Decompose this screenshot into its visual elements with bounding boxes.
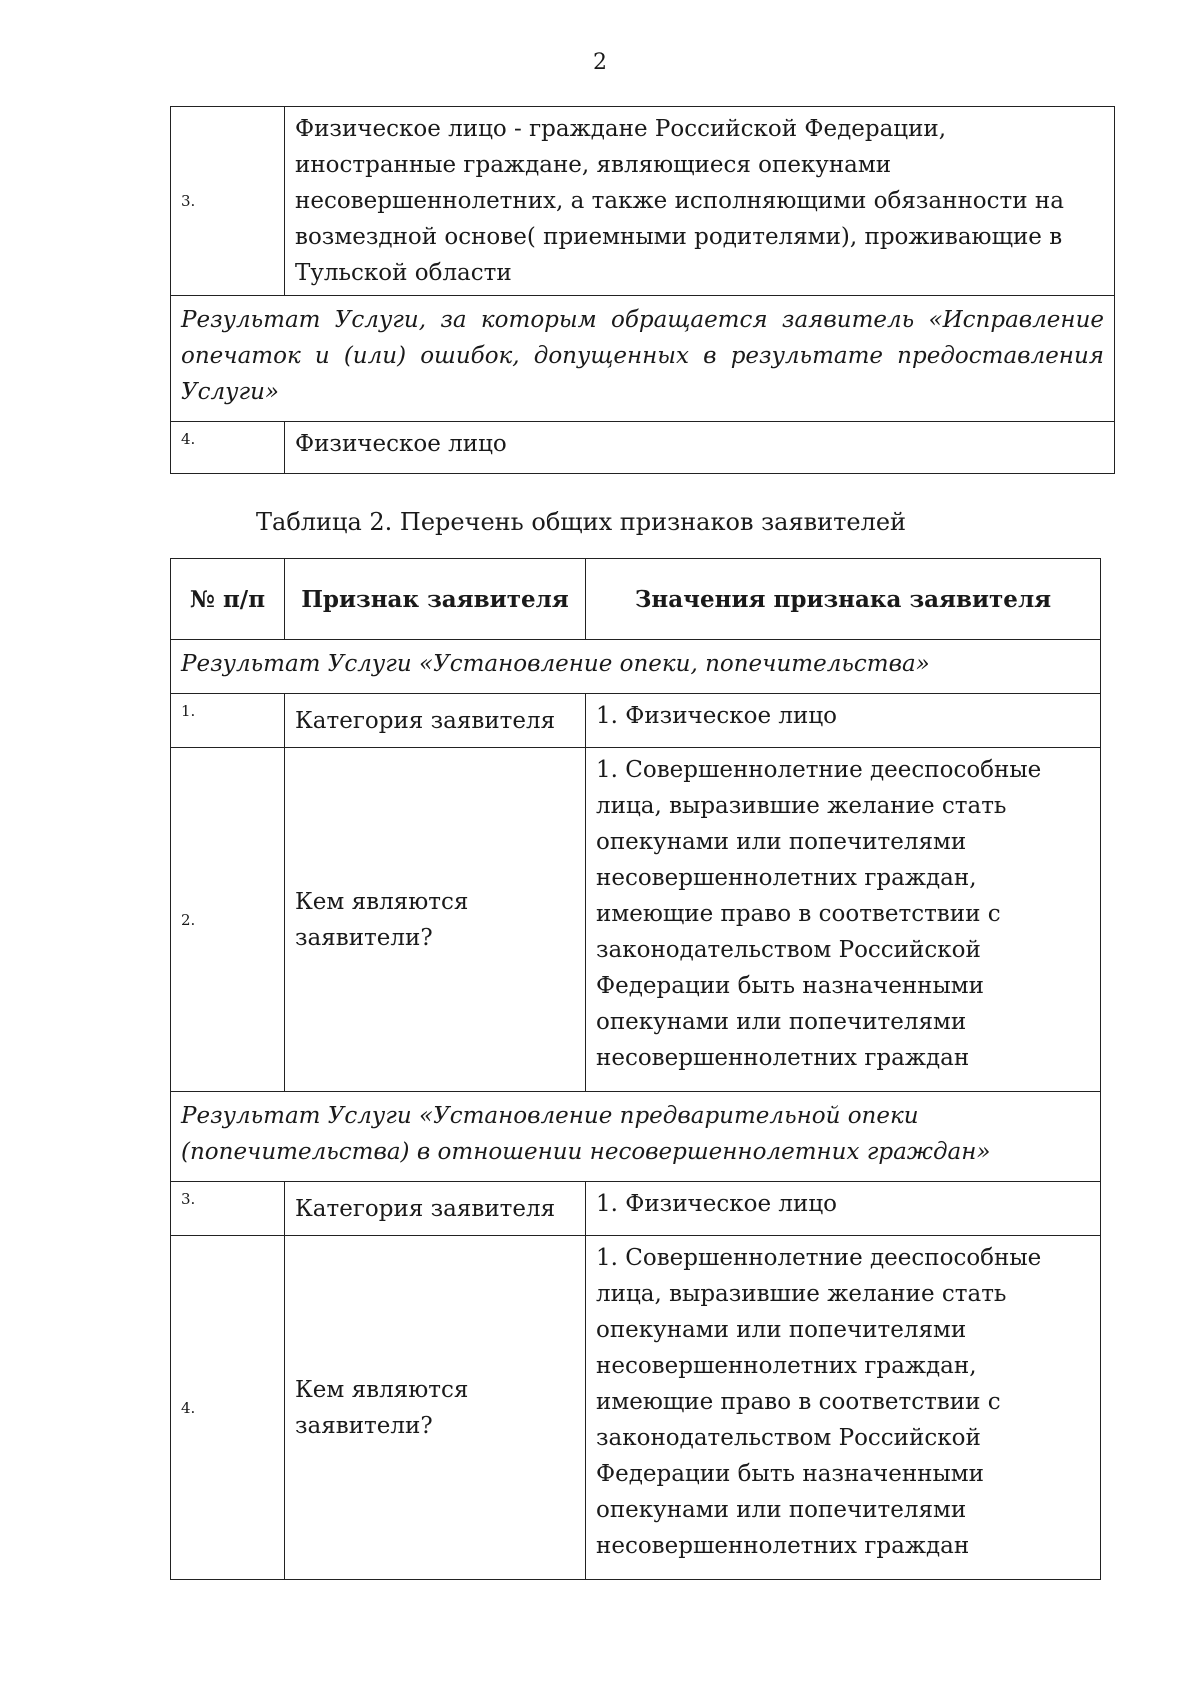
section-title: Результат Услуги «Установление предварительной опеки (попечительства) в отношении несовершеннолетних граждан»	[171, 1092, 1101, 1182]
header-attribute: Признак заявителя	[285, 559, 586, 640]
header-number: № п/п	[171, 559, 285, 640]
row-attribute: Кем являются заявители?	[285, 748, 586, 1092]
row-number: 1.	[171, 694, 285, 748]
row-value: 1. Совершеннолетние дееспособные лица, выразившие желание стать опекунами или попечителями несовершеннолетних граждан, имеющие право в соответствии с законодательством Российской Федерации быть назначенными опекунами или попечителями несовершеннолетних граждан	[586, 748, 1101, 1092]
page-number: 2	[593, 50, 607, 75]
row-text: Физическое лицо - граждане Российской Федерации, иностранные граждане, являющиеся опекунами несовершеннолетних, а также исполняющими обязанности на возмездной основе( приемными родителями), проживающие в Тульской области	[285, 107, 1115, 296]
row-number: 3.	[171, 1182, 285, 1236]
section-row	[171, 640, 1101, 694]
table-row	[171, 422, 1115, 474]
table-row	[171, 694, 1101, 748]
row-value: 1. Физическое лицо	[586, 1182, 1101, 1236]
table-row	[171, 107, 1115, 296]
row-number: 4.	[171, 1236, 285, 1580]
table-row	[171, 748, 1101, 1092]
row-text: Физическое лицо	[285, 422, 1115, 474]
header-value: Значения признака заявителя	[586, 559, 1101, 640]
row-value: 1. Совершеннолетние дееспособные лица, выразившие желание стать опекунами или попечителями несовершеннолетних граждан, имеющие право в соответствии с законодательством Российской Федерации быть назначенными опекунами или попечителями несовершеннолетних граждан	[586, 1236, 1101, 1580]
section-title: Результат Услуги «Установление опеки, попечительства»	[171, 640, 1101, 694]
row-number: 2.	[171, 748, 285, 1092]
row-value: 1. Физическое лицо	[586, 694, 1101, 748]
row-attribute: Кем являются заявители?	[285, 1236, 586, 1580]
row-number: 4.	[171, 422, 285, 474]
section-title: Результат Услуги, за которым обращается заявитель «Исправление опечаток и (или) ошибок, допущенных в результате предоставления Услуги»	[171, 296, 1115, 422]
applicants-table-continued	[170, 106, 1115, 474]
section-row	[171, 296, 1115, 422]
header-row	[171, 559, 1101, 640]
table-caption: Таблица 2. Перечень общих признаков заявителей	[256, 508, 907, 536]
row-number: 3.	[171, 107, 285, 296]
applicant-attributes-table	[170, 558, 1101, 1580]
row-attribute: Категория заявителя	[285, 1182, 586, 1236]
table-row	[171, 1182, 1101, 1236]
table-row	[171, 1236, 1101, 1580]
row-attribute: Категория заявителя	[285, 694, 586, 748]
section-row	[171, 1092, 1101, 1182]
